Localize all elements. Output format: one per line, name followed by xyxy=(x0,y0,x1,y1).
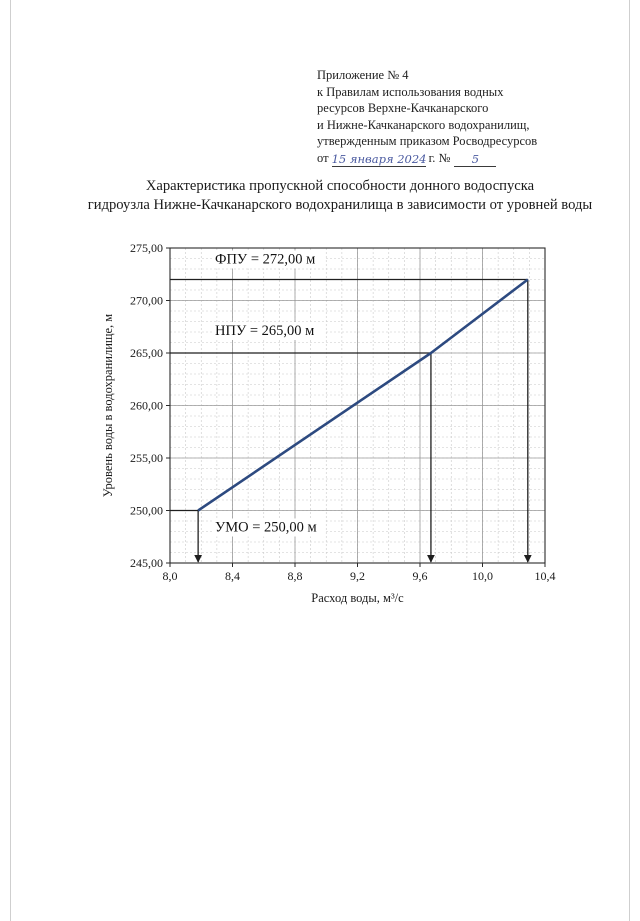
appendix-line-2: к Правилам использования водных xyxy=(317,84,504,99)
y-axis-label: Уровень воды в водохранилище, м xyxy=(101,313,115,498)
appendix-line-4: и Нижне-Качканарского водохранилищ, xyxy=(317,117,530,132)
handwritten-number: 5 xyxy=(454,152,496,167)
year-number-label: г. № xyxy=(428,150,451,165)
y-tick-label: 260,00 xyxy=(130,398,163,413)
x-axis-label: Расход воды, м³/с xyxy=(311,591,404,605)
y-tick-label: 270,00 xyxy=(130,293,163,308)
y-tick-label: 250,00 xyxy=(130,503,163,518)
x-tick-label: 10,4 xyxy=(534,569,556,583)
y-tick-label: 265,00 xyxy=(130,346,163,360)
x-tick-label: 9,2 xyxy=(350,569,365,583)
x-tick-label: 8,8 xyxy=(287,569,303,583)
level-label: НПУ = 265,00 м xyxy=(215,323,315,339)
level-label: УМО = 250,00 м xyxy=(215,519,317,536)
major-gridlines xyxy=(170,248,545,563)
x-tick-label: 10,0 xyxy=(472,569,493,583)
from-label: от xyxy=(317,150,329,165)
level-labels xyxy=(212,251,324,537)
y-tick-label: 245,00 xyxy=(130,556,163,570)
appendix-number: Приложение № 4 xyxy=(317,68,409,82)
appendix-line-5: утвержденным приказом Росводресурсов xyxy=(317,134,538,149)
level-label: ФПУ = 272,00 м xyxy=(215,251,316,268)
handwritten-date: 15 января 2024 xyxy=(331,151,427,166)
x-tick-label: 8,4 xyxy=(225,569,240,583)
y-tick-label: 255,00 xyxy=(130,451,163,465)
title-line-2: гидроузла Нижне-Качканарского водохранилища в зависимости от уровней воды xyxy=(87,197,593,213)
title-line-1: Характеристика пропускной способности донного водоспуска xyxy=(145,178,535,194)
y-tick-label: 275,00 xyxy=(130,241,163,255)
x-tick-label: 8,0 xyxy=(162,569,178,583)
appendix-line-3: ресурсов Верхне-Качканарского xyxy=(317,101,489,116)
x-tick-label: 9,6 xyxy=(412,569,428,583)
